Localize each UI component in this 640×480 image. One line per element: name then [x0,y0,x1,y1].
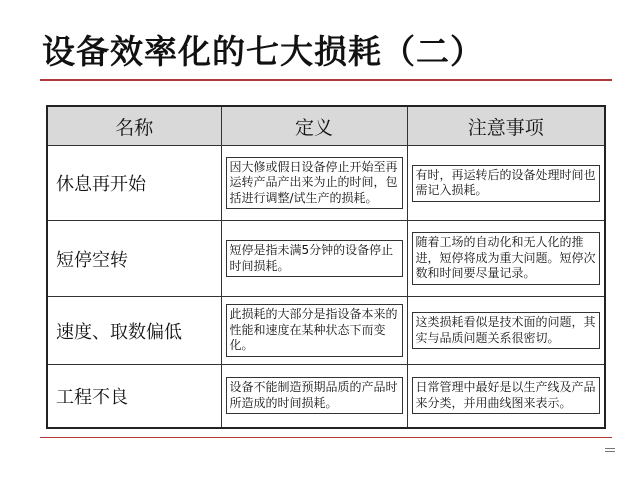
note-cell [407,221,605,297]
table-row [47,365,605,428]
note-cell [407,297,605,365]
loss-name: 休息再开始 [47,146,221,221]
definition-cell [221,297,407,365]
loss-name: 速度、取数偏低 [47,297,221,365]
loss-name: 工程不良 [47,365,221,428]
column-header-name: 名称 [47,106,221,146]
note-cell [407,365,605,428]
note-text: 随着工场的自动化和无人化的推进，短停将成为重大问题。短停次数和时间要尽量记录。 [412,232,601,285]
definition-cell [221,365,407,428]
definition-text: 短停是指未满5分钟的设备停止时间损耗。 [226,240,403,277]
loss-table [46,105,606,429]
note-cell [407,146,605,221]
definition-cell [221,221,407,297]
footer-divider [40,437,612,438]
note-text: 有时，再运转后的设备处理时间也需记入损耗。 [412,165,601,202]
slide-title: 设备效率化的七大损耗（二） [42,32,484,71]
table-header-row [47,106,605,146]
menu-lines-icon [605,448,615,454]
table-row [47,221,605,297]
definition-text: 设备不能制造预期品质的产品时所造成的时间损耗。 [226,377,403,414]
title-divider [40,79,612,81]
note-text: 这类损耗看似是技术面的问题，其实与品质问题关系很密切。 [412,312,601,349]
column-header-notes: 注意事项 [407,106,605,146]
table-row [47,297,605,365]
definition-text: 因大修或假日设备停止开始至再运转产品产出来为止的时间，包括进行调整/试生产的损耗。 [226,157,403,210]
definition-cell [221,146,407,221]
note-text: 日常管理中最好是以生产线及产品来分类，并用曲线图来表示。 [412,377,601,414]
table-row [47,146,605,221]
definition-text: 此损耗的大部分是指设备本来的性能和速度在某种状态下而变化。 [226,304,403,357]
column-header-definition: 定义 [221,106,407,146]
loss-name: 短停空转 [47,221,221,297]
